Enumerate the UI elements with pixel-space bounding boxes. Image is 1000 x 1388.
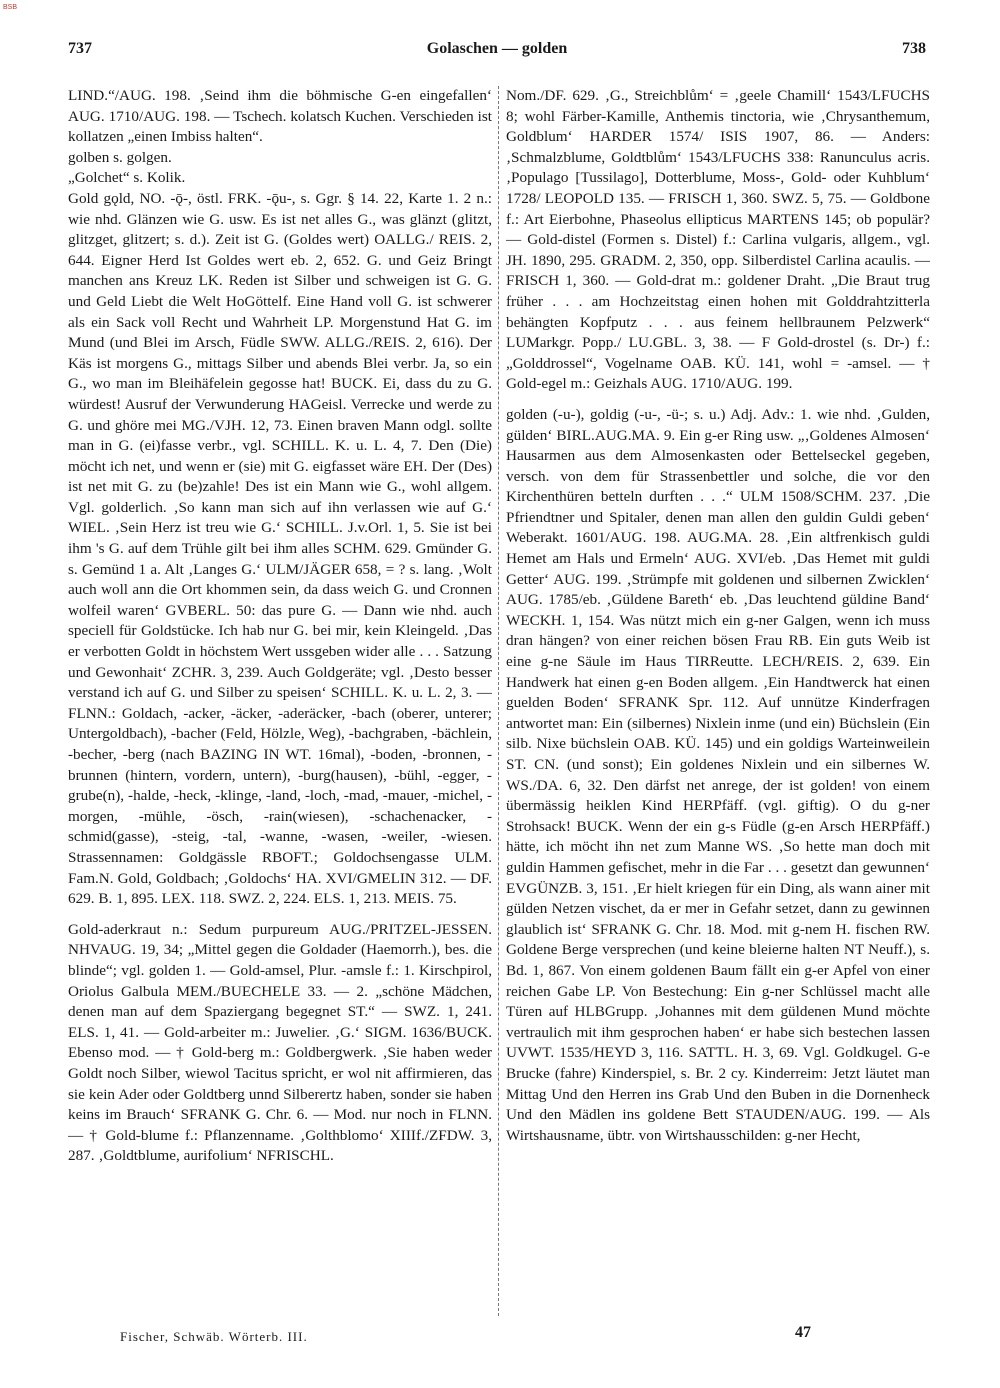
footer-sheet-number: 47	[795, 1324, 811, 1341]
footer-source: Fischer, Schwäb. Wörterb. III.	[120, 1329, 308, 1344]
entry-paragraph: Nom./DF. 629. ‚G., Streichblům‘ = ‚geele Chamill‘ 1543/LFUCHS 8; wohl Färber-Kamille, Anthemis tinctoria, wie ‚Chrysanthemum, Goldblum‘ HARDER 1574/ ISIS 1907, 86. — Anders: ‚Schmalzblume, Goldtblům‘ 1543/LFUCHS 338: Ranunculus acris. ‚Populago [Tussilago], Dotterblume, Moss-, Gold- oder Kuhblum‘ 1728/ LEOPOLD 135. — FRISCH 1, 360. SWZ. 5, 75. — Goldbone f.: Art Eierbohne, Phaseolus ellipticus MARTENS 145; ob populär? — Gold-distel (Formen s. Distel) f.: Carlina vulgaris, allgem., vgl. JH. 1890, 295. GRADM. 2, 350, opp. Silberdistel Carlina acaulis. — FRISCH 1, 360. — Gold-drat m.: goldener Draht. „Die Braut trug früher . . . am Hochzeitstag einen hohen mit Golddrahtzitterla behängten Kopfputz . . . aus feinem hellbraunem Pelzwerk“ LUMarkgr. Popp./ LU.GBL. 3, 38. — F Gold-drostel (s. Dr-) f.: „Golddrossel“, Vogelname OAB. KÜ. 141, wohl = -amsel. — † Gold-egel m.: Geizhals AUG. 1710/AUG. 199.	[506, 87, 930, 393]
left-column	[68, 86, 492, 1318]
running-header	[68, 40, 926, 62]
entry-paragraph: golden (-u-), goldig (-u-, -ü-; s. u.) Adj. Adv.: 1. wie nhd. ‚Gulden, gülden‘ BIRL.AUG.MA. 9. Ein g-er Ring usw. „‚Goldenes Almosen‘ Hausarmen aus dem Almosenkasten oder Bettelseckel gegeben, versch. von dem für Strassenbettler und solche, die vor den Kirchenthüren betteln durften . . .“ ULM 1508/SCHM. 237. ‚Die Pfriendtner und Spitaler, denen man allen den guldin Guldi geben‘ Weberakt. 1601/AUG. 198. AUG.MA. 28. ‚Ein altfrenkisch guldi Hemet am Hals und Ermeln‘ AUG. XVI/eb. ‚Das Hemet mit guldi Getter‘ AUG. 199. ‚Strümpfe mit goldenen und silbernen Zwicklen‘ AUG. 1785/eb. ‚Güldene Bareth‘ eb. ‚Das leuchtend güldine Band‘ WECKH. 1, 154. Was nützt mich ein g-ner Galgen, wenn ich muss dran hängen? von einer reichen bösen Frau RB. Ein guts Weib ist eine g-ne Säule im Haus TIRReutte. LECH/REIS. 2, 639. Ein Handwerk hat einen g-en Boden allgem. ‚Ein Handtwerck hat einen guelden Boden‘ SFRANK Spr. 112. Auf unnütze Kinderfragen antwortet man: Ein (silbernes) Nixlein inme (und ein) Büchslein (Ein silb. Nixe büchslein OAB. KÜ. 145) und ein goldigs Warteinweilein ST. CN. (und sonst); Ein goldenes Nixlein und ein silbernes W. WS./DA. 6, 32. Den därfst net anrege, der ist golden! von einem übermässig heiklen Kind HERPfäff. (vgl. giftig). O du g-ner Strohsack! BUCK. Wenn der ein g-s Füdle (g-en Arsch HERPfäff.) hätte, ich möcht ihn net zum Manne WS. ‚So hette man doch mit guldin Hammen gefischet, mehr in die Far . . . gesetzt dan gewunnen‘ EVGÜNZB. 3, 151. ‚Er hielt kriegen für ein Ding, als wann ainer mit gülden Netzen vischet, da er mer in Gefahr setzet, dann zu gewinnen glaublich ist‘ SFRANK G. Chr. 18. Mod. mit g-nem H. fischen RW. Goldene Berge versprechen (und keine bleierne halten NT Neuff.), s. Bd. 1, 867. Von einem goldenen Baum fällt ein g-er Apfel von einer reichen Gabe LP. Von Bestechung: Ein g-ner Schlüssel macht alle Türen auf HLBGrupp. ‚Johannes mit dem güldenen Mund möchte vertraulich mit ihm gesprochen haben‘ er habe sich bestechen lassen UVWT. 1535/HEYD 3, 116. SATTL. H. 3, 69. Vgl. Goldkugel. G-e Brucke (fahre) Kinderspiel, s. Br. 2 cy. Kinderreim: Jetzt läutet man Mittag Und den Herren ins Grab Und den Buben in die Dornenheck Und den Mädlen ins goldene Bett STAUDEN/AUG. 199. — Als Wirtshausname, übtr. von Wirtshausschilden: g-ner Hecht,	[506, 405, 930, 1144]
page-title: Golaschen — golden	[426, 40, 568, 57]
entry-paragraph: Gold gǫld, NO. -ǭ-, östl. FRK. -ǭu-, s. Ggr. § 14. 22, Karte 1. 2 n.: wie nhd. Glänzen wie G. usw. Es ist net alles G., was glänzt (glitzt, glitzget, glitzert; s. d.). Zeit ist G. (Goldes wert) OALLG./ REIS. 2, 644. Eigner Herd Ist Goldes wert eb. 2, 652. G. und Geiz Bringt manchen ans Kreuz LK. Reden ist Silber und schweigen ist G. G. und Geld Liebt die Welt HoGöttelf. Eine Hand voll G. ist schwerer als ein Sack voll Recht und Wahrheit LP. Morgenstund Hat G. im Mund (und Blei im Arsch, Füdle SWW. ALLG./REIS. 2, 616). Der Käs ist morgens G., mittags Silber und abends Blei verbr. Ja, so ein G., wo man im Bleihäfelein gegosse hat! BUCK. Ei, dass du zu G. würdest! Ausruf der Verwunderung HAGeisl. Verrecke und werde zu G. und ghöre mei MG./VJH. 12, 73. Einen braven Mann odgl. sollte man in G. (ei)fasse verbr., vgl. SCHILL. K. u. L. 4, 7. Den (Die) möcht ich net, und wenn er (sie) mit G. eigfasset wäre EH. Der (Des) ist net mit G. zu (be)zahle! Des ist ein Mann wie G., wohl allgem. Vgl. golderlich. ‚So kann man sich auf ihn verlassen wie auf G.‘ WIEL. ‚Sein Herz ist treu wie G.‘ SCHILL. J.v.Orl. 1, 5. Sie ist bei ihm 's G. auf dem Trühle gilt bei ihm alles SCHM. 629. Gmünder G. s. Gemünd 1 a. Alt ‚Langes G.‘ ULM/JÄGER 658, = ? s. lang. ‚Wolt auch woll ann die Ort khommen sein, da dass weich G. und Cronnen wolfeil waren‘ GVBERL. 50: das pure G. — Dann wie nhd. auch speciell für Goldstücke. Ich hab nur G. bei mir, kein Kleingeld. ‚Das er verbotten Goldt in höchstem Wert ussgeben wider alle . . . Satzung und Gewonhait‘ ZCHR. 3, 239. Auch Goldgeräte; vgl. ‚Desto besser verstand ich auf G. und Silber zu speisen‘ SCHILL. K. u. L. 2, 3. — FLNN.: Goldach, -acker, -äcker, -aderäcker, -bach (oberer, unterer; Untergoldbach), -bacher (Feld, Hölzle, Weg), -bachgraben, -bächlein, -becher, -berg (nach BAZING IN WT. 16mal), -boden, -bronnen, -brunnen (hintern, vordern, untern), -burg(hausen), -bühl, -egger, -grube(n), -halde, -heck, -klinge, -land, -loch, -mad, -mauer, -michel, -morgen, -mühle, -ösch, -rain(wiesen), -schachenacker, -schmid(gasse), -steig, -tal, -wanne, -wasen, -weiler, -wiesen. Strassennamen: Goldgässle RBOFT.; Goldochsengasse ULM. Fam.N. Gold, Goldbach; ‚Goldochs‘ HA. XVI/GMELIN 312. — DF. 629. B. 1, 895. LEX. 118. SWZ. 2, 224. ELS. 1, 213. MEIS. 75.	[68, 189, 492, 908]
entry-paragraph: Gold-aderkraut n.: Sedum purpureum AUG./PRITZEL-JESSEN. NHVAUG. 19, 34; „Mittel gegen die Goldader (Haemorrh.), bes. die blinde“; vgl. golden 1. — Gold-amsel, Plur. -amsle f.: 1. Kirschpirol, Oriolus Galbula MEM./BUECHELE 33. — 2. „schöne Mädchen, denen man auf dem Spaziergang begegnet ST.“ — SWZ. 1, 241. ELS. 1, 41. — Gold-arbeiter m.: Juwelier. ‚G.‘ SIGM. 1636/BUCK. Ebenso mod. — † Gold-berg m.: Goldbergwerk. ‚Sie haben weder Goldt noch Silber, wiewol Tacitus spricht, er wol nit affirmieren, das sie kein Ader oder Goldtberg unnd Silberertz haben, sonder sie haben keins im Brauch‘ SFRANK G. Chr. 6. — Mod. nur noch in FLNN. — † Gold-blume f.: Pflanzenname. ‚Golthblomo‘ XIIIf./ZFDW. 3, 287. ‚Goldtblume, aurifolium‘ NFRISCHL.	[68, 920, 492, 1165]
entry-paragraph: LIND.“/AUG. 198. ‚Seind ihm die böhmische G-en eingefallen‘ AUG. 1710/AUG. 198. — Tschech. kolatsch Kuchen. Verschieden ist kollatzen „einen Imbiss halten“.	[68, 87, 492, 146]
library-stamp: BSB	[3, 4, 18, 11]
column-divider	[498, 86, 499, 1316]
page-number-left: 737	[68, 40, 92, 57]
entry-paragraph: „Golchet“ s. Kolik.	[68, 169, 186, 187]
page-number-right: 738	[902, 40, 926, 57]
entry-paragraph: golben s. golgen.	[68, 148, 172, 166]
right-column	[506, 86, 930, 1318]
